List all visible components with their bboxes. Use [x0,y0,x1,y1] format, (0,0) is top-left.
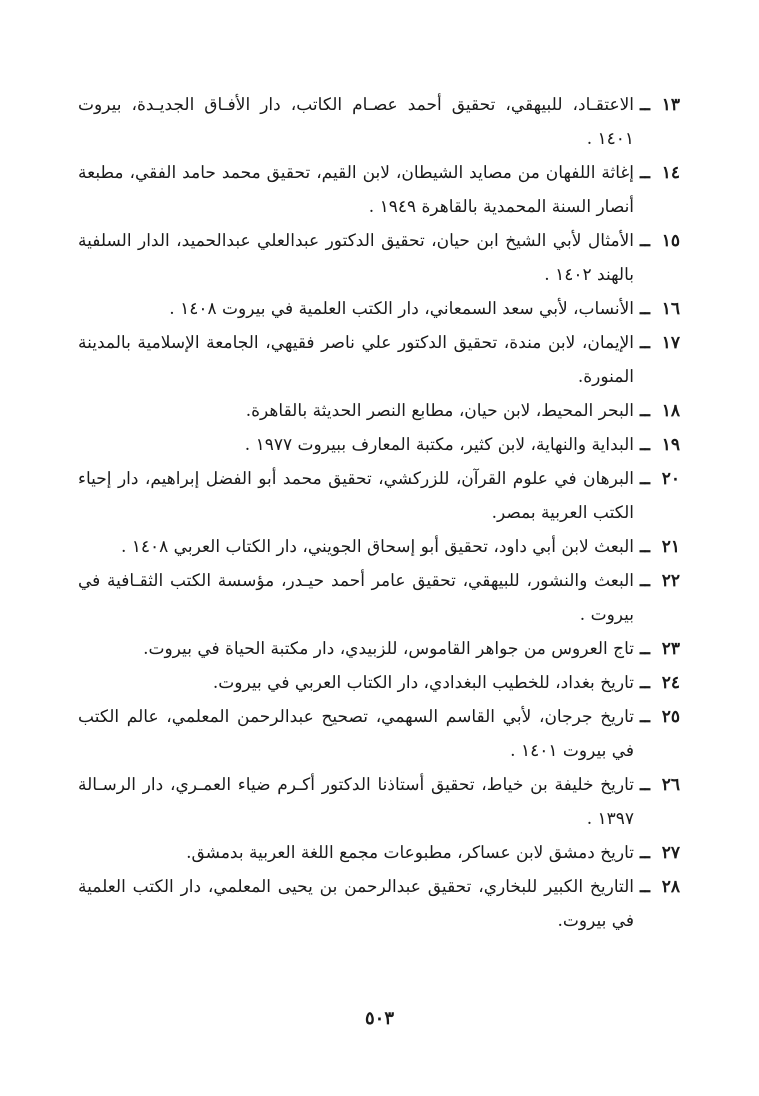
entry-text: الأنساب، لأبي سعد السمعاني، دار الكتب العلمية في بيروت ١٤٠٨ . [169,299,635,319]
bibliography-entry [78,836,680,870]
bibliography-list [78,88,680,938]
entry-dash: ــ [640,163,650,183]
entry-dash: ــ [640,435,650,455]
bibliography-entry [78,326,680,394]
entry-dash: ــ [640,707,650,727]
bibliography-entry [78,564,680,632]
bibliography-entry [78,224,680,292]
bibliography-entry [78,462,680,530]
page-number: ٥٠٣ [364,1008,394,1029]
entry-dash: ــ [640,231,650,251]
bibliography-entry [78,768,680,836]
entry-text: الأمثال لأبي الشيخ ابن حيان، تحقيق الدكتور عبدالعلي عبدالحميد، الدار السلفية بالهند ١٤٠٢ . [78,231,635,285]
entry-text: البعث والنشور، للبيهقي، تحقيق عامر أحمد حيـدر، مؤسسة الكتب الثقـافية في بيروت . [78,571,635,625]
entry-dash: ــ [640,673,650,693]
entry-text: تاريخ بغداد، للخطيب البغدادي، دار الكتاب العربي في بيروت. [212,673,635,693]
bibliography-entry [78,666,680,700]
entry-dash: ــ [640,537,650,557]
bibliography-entry [78,428,680,462]
bibliography-entry [78,394,680,428]
bibliography-entry [78,530,680,564]
entry-dash: ــ [640,775,650,795]
entry-number: ١٦ [661,299,680,319]
entry-number: ٢٣ [661,639,680,659]
entry-number: ١٤ [661,163,680,183]
entry-dash: ــ [640,843,650,863]
bibliography-entry [78,292,680,326]
bibliography-entry [78,88,680,156]
entry-dash: ــ [640,571,650,591]
entry-text: الاعتقـاد، للبيهقي، تحقيق أحمد عصـام الكاتب، دار الأفـاق الجديـدة، بيروت ١٤٠١ . [78,95,635,149]
entry-number: ٢٥ [661,707,680,727]
entry-number: ١٩ [661,435,680,455]
entry-number: ١٧ [661,333,680,353]
entry-dash: ــ [640,877,650,897]
entry-number: ٢٨ [661,877,680,897]
entry-text: تاريخ خليفة بن خياط، تحقيق أستاذنا الدكتور أكـرم ضياء العمـري، دار الرسـالة ١٣٩٧ . [78,775,635,829]
entry-dash: ــ [640,95,650,115]
entry-number: ٢٢ [661,571,680,591]
entry-text: تاريخ دمشق لابن عساكر، مطبوعات مجمع اللغة العربية بدمشق. [186,843,635,863]
bibliography-entry [78,700,680,768]
entry-text: إغاثة اللفهان من مصايد الشيطان، لابن القيم، تحقيق محمد حامد الفقي، مطبعة أنصار السنة المحمدية بالقاهرة ١٩٤٩ . [78,163,635,217]
entry-dash: ــ [640,639,650,659]
entry-dash: ــ [640,469,650,489]
entry-text: البحر المحيط، لابن حيان، مطابع النصر الحديثة بالقاهرة. [245,401,635,421]
entry-text: التاريخ الكبير للبخاري، تحقيق عبدالرحمن بن يحيى المعلمي، دار الكتب العلمية في بيروت. [78,877,635,931]
entry-number: ٢١ [661,537,680,557]
entry-text: تاج العروس من جواهر القاموس، للزبيدي، دار مكتبة الحياة في بيروت. [143,639,635,659]
entry-dash: ــ [640,333,650,353]
entry-text: تاريخ جرجان، لأبي القاسم السهمي، تصحيح عبدالرحمن المعلمي، عالم الكتب في بيروت ١٤٠١ . [78,707,635,761]
entry-number: ٢٠ [661,469,680,489]
bibliography-entry [78,632,680,666]
entry-number: ١٨ [661,401,680,421]
entry-dash: ــ [640,401,650,421]
entry-text: البداية والنهاية، لابن كثير، مكتبة المعارف ببيروت ١٩٧٧ . [244,435,635,455]
entry-text: الإيمان، لابن مندة، تحقيق الدكتور علي ناصر فقيهي، الجامعة الإسلامية بالمدينة المنورة. [78,333,635,387]
bibliography-entry [78,156,680,224]
entry-number: ١٥ [661,231,680,251]
entry-dash: ــ [640,299,650,319]
bibliography-entry [78,870,680,938]
entry-number: ٢٤ [661,673,680,693]
entry-text: البرهان في علوم القرآن، للزركشي، تحقيق محمد أبو الفضل إبراهيم، دار إحياء الكتب العربية بمصر. [78,469,635,523]
entry-number: ٢٧ [661,843,680,863]
entry-text: البعث لابن أبي داود، تحقيق أبو إسحاق الجويني، دار الكتاب العربي ١٤٠٨ . [120,537,635,557]
entry-number: ١٣ [661,95,680,115]
entry-number: ٢٦ [661,775,680,795]
